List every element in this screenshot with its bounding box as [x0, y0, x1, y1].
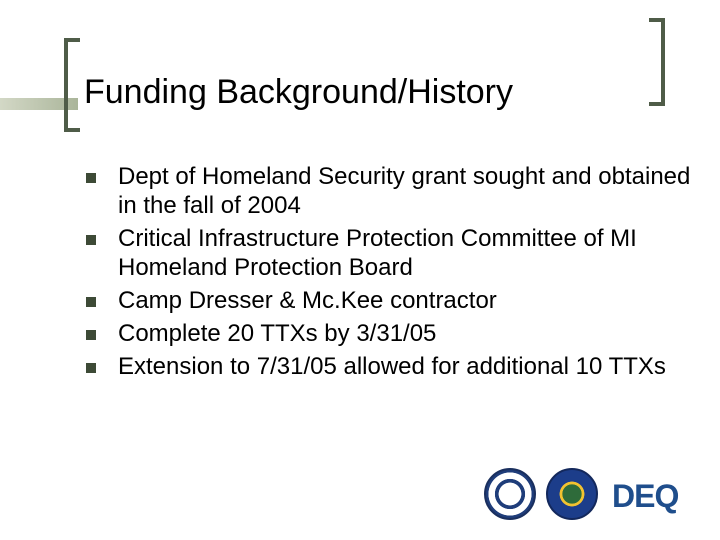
bullet-item: [84, 286, 694, 315]
bullet-text: Extension to 7/31/05 allowed for additional 10 TTXs: [118, 353, 666, 380]
title-right-bracket: [649, 18, 665, 106]
square-bullet-icon: [86, 363, 96, 373]
bullet-text: Dept of Homeland Security grant sought and obtained in the fall of 2004: [118, 163, 691, 219]
title-left-bracket: [64, 38, 80, 132]
square-bullet-icon: [86, 297, 96, 307]
bullet-text: Complete 20 TTXs by 3/31/05: [118, 320, 437, 347]
slide-title: Funding Background/History: [84, 73, 514, 111]
bullet-text: Camp Dresser & Mc.Kee contractor: [118, 287, 497, 314]
square-bullet-icon: [86, 330, 96, 340]
bullet-item: [84, 352, 694, 381]
bullet-list: [84, 162, 694, 385]
logo-strip: [482, 468, 692, 524]
homeland-security-seal-icon: [484, 468, 536, 520]
bullet-text: Critical Infrastructure Protection Committee of MI Homeland Protection Board: [118, 225, 637, 281]
michigan-seal-icon: [546, 468, 598, 520]
bullet-item: [84, 224, 694, 282]
bullet-item: [84, 319, 694, 348]
bullet-item: [84, 162, 694, 220]
square-bullet-icon: [86, 173, 96, 183]
square-bullet-icon: [86, 235, 96, 245]
deq-logo: DEQ: [612, 478, 679, 514]
